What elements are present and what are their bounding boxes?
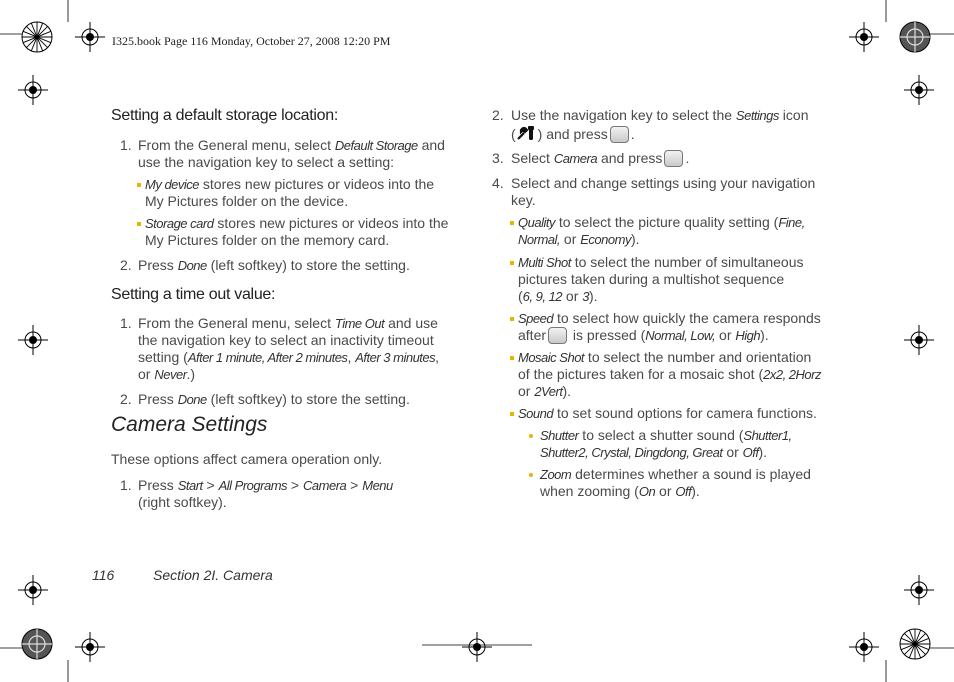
text: or xyxy=(518,383,535,399)
step-text: Select and change settings using your navigation xyxy=(511,175,816,191)
text: ( xyxy=(511,126,516,142)
bullet-icon xyxy=(137,183,141,187)
menu-term: Shutter xyxy=(540,428,579,443)
text: setting ( xyxy=(138,349,188,365)
step-text xyxy=(138,349,439,366)
registration-mark-icon xyxy=(75,632,105,662)
step-text: the navigation key to select an inactivity timeout xyxy=(138,332,434,348)
sub-bullet-text xyxy=(540,427,792,444)
page-number: 116 xyxy=(92,567,115,583)
bullet-icon xyxy=(510,412,514,416)
menu-term: Shutter2, Crystal, Dingdong, Great xyxy=(540,445,723,460)
step-text xyxy=(138,315,438,332)
menu-term: After 1 minute xyxy=(187,350,262,365)
text: Use the navigation key to select the xyxy=(511,107,736,123)
text: , xyxy=(347,349,356,365)
text: to select a shutter sound ( xyxy=(578,427,744,443)
step-number: 2. xyxy=(492,107,504,123)
color-wheel-icon xyxy=(899,628,931,660)
text: or xyxy=(722,444,743,460)
color-wheel-icon xyxy=(21,21,53,53)
menu-term: Quality xyxy=(518,215,555,230)
step-text xyxy=(511,107,808,124)
menu-term: 2Vert xyxy=(534,384,563,399)
text: or xyxy=(562,288,583,304)
step-number: 1. xyxy=(120,477,132,493)
bullet-text xyxy=(518,310,821,327)
bullet-text: pictures taken during a multishot sequence xyxy=(518,271,785,287)
text: to select how quickly the camera responds xyxy=(553,310,821,326)
menu-term: Economy xyxy=(580,232,631,247)
registration-mark-icon xyxy=(75,22,105,52)
section-title: Camera Settings xyxy=(111,413,268,436)
sub-bullet-icon xyxy=(529,434,533,438)
step-text xyxy=(511,125,635,143)
text: stores new pictures or videos into the xyxy=(199,176,435,192)
menu-term: After 3 minutes xyxy=(355,350,436,365)
step-text xyxy=(138,366,195,383)
menu-term: Default Storage xyxy=(334,138,418,153)
text: ). xyxy=(758,444,768,460)
bullet-text xyxy=(518,327,769,344)
text: ). xyxy=(589,288,598,304)
text: when zooming ( xyxy=(540,483,639,499)
softkey-button-icon xyxy=(548,327,567,344)
bullet-text xyxy=(518,254,804,271)
crop-line xyxy=(422,644,532,646)
bullet-text xyxy=(145,176,434,193)
text: and use xyxy=(384,315,438,331)
separator: > xyxy=(287,477,304,493)
softkey-button-icon xyxy=(610,126,629,143)
menu-term: Zoom xyxy=(540,467,572,482)
text: , xyxy=(261,350,268,365)
text: Press xyxy=(138,257,178,273)
bullet-icon xyxy=(510,317,514,321)
menu-term: Done xyxy=(177,392,207,407)
menu-term: Storage card xyxy=(145,216,214,231)
text: to select the number of simultaneous xyxy=(570,254,804,270)
text: and xyxy=(417,137,445,153)
bullet-text xyxy=(145,215,448,232)
bullet-icon xyxy=(510,356,514,360)
text: (left softkey) to store the setting. xyxy=(206,257,410,273)
text: Press xyxy=(138,391,178,407)
section-label: Section 2I. Camera xyxy=(153,567,273,583)
step-text xyxy=(138,257,410,274)
bullet-text xyxy=(518,214,805,231)
color-wheel-icon xyxy=(21,628,53,660)
text: to select the picture quality setting ( xyxy=(554,214,779,230)
registration-mark-icon xyxy=(18,75,48,105)
registration-mark-icon xyxy=(18,325,48,355)
bullet-icon xyxy=(137,222,141,226)
bullet-icon xyxy=(510,261,514,265)
registration-mark-icon xyxy=(849,632,879,662)
color-wheel-icon xyxy=(899,21,931,53)
step-number: 1. xyxy=(120,137,132,153)
menu-term: Multi Shot xyxy=(518,255,571,270)
crop-line xyxy=(432,632,482,634)
print-slug: I325.book Page 116 Monday, October 27, 2008 12:20 PM xyxy=(112,34,391,48)
menu-term: Camera xyxy=(553,151,598,166)
text: ). xyxy=(760,327,769,343)
bullet-text xyxy=(518,231,640,248)
menu-term: Settings xyxy=(735,108,779,123)
menu-term: Fine, xyxy=(778,215,805,230)
heading-timeout: Setting a time out value: xyxy=(111,286,276,303)
text: to set sound options for camera functions. xyxy=(553,405,817,421)
menu-term: 6, 9, 12 xyxy=(522,289,563,304)
text: or xyxy=(655,483,676,499)
step-number: 1. xyxy=(120,315,132,331)
step-text: use the navigation key to select a setting: xyxy=(138,154,395,170)
menu-term: Shutter1, xyxy=(743,428,792,443)
registration-mark-icon xyxy=(904,325,934,355)
text: From the General menu, select xyxy=(138,137,335,153)
step-text: (right softkey). xyxy=(138,494,227,510)
text: or xyxy=(138,366,155,382)
step-text xyxy=(138,391,410,408)
text: . xyxy=(630,126,635,142)
text: is pressed ( xyxy=(569,327,646,343)
text: and press xyxy=(597,150,663,166)
text: stores new pictures or videos into the xyxy=(213,215,449,231)
text: ( xyxy=(518,288,523,304)
bullet-text xyxy=(518,383,571,400)
menu-term: All Programs xyxy=(218,478,288,493)
bullet-text xyxy=(518,288,598,305)
registration-mark-icon xyxy=(18,575,48,605)
sub-bullet-text xyxy=(540,483,700,500)
text: or xyxy=(715,327,736,343)
text: determines whether a sound is played xyxy=(571,466,811,482)
menu-term: Menu xyxy=(362,478,393,493)
menu-term: Off xyxy=(675,484,692,499)
text: ). xyxy=(630,231,640,247)
bullet-icon xyxy=(510,221,514,225)
menu-term: Sound xyxy=(518,406,554,421)
registration-mark-icon xyxy=(904,75,934,105)
menu-term: My device xyxy=(145,177,200,192)
menu-term: On xyxy=(638,484,656,499)
text: ) and press xyxy=(537,126,608,142)
text: From the General menu, select xyxy=(138,315,335,331)
text: ). xyxy=(691,483,700,499)
step-number: 2. xyxy=(120,257,132,273)
text: of the pictures taken for a mosaic shot ( xyxy=(518,366,764,382)
separator: > xyxy=(202,477,219,493)
registration-mark-icon xyxy=(849,22,879,52)
softkey-button-icon xyxy=(664,150,683,167)
sub-bullet-text xyxy=(540,466,811,483)
menu-term: Normal, Low, xyxy=(645,328,716,343)
bullet-text: My Pictures folder on the device. xyxy=(145,193,349,209)
heading-storage: Setting a default storage location: xyxy=(111,107,338,124)
bullet-text xyxy=(518,366,821,383)
text: after xyxy=(518,327,547,343)
text: Press xyxy=(138,477,178,493)
menu-term: Time Out xyxy=(334,316,385,331)
separator: > xyxy=(346,477,363,493)
menu-term: Camera xyxy=(303,478,347,493)
text: to select the number and orientation xyxy=(584,349,812,365)
bullet-text: My Pictures folder on the memory card. xyxy=(145,232,390,248)
menu-term: After 2 minutes xyxy=(267,350,348,365)
menu-term: Normal, xyxy=(518,232,561,247)
menu-term: 2x2, 2Horz xyxy=(763,367,821,382)
step-text xyxy=(511,150,689,167)
step-text: key. xyxy=(511,192,536,208)
step-number: 3. xyxy=(492,150,504,166)
text: ). xyxy=(562,383,571,399)
text: icon xyxy=(778,107,809,123)
step-number: 2. xyxy=(120,391,132,407)
text: .) xyxy=(186,366,196,382)
sub-bullet-text xyxy=(540,444,767,461)
registration-mark-icon xyxy=(462,632,492,662)
registration-mark-icon xyxy=(904,575,934,605)
menu-term: High xyxy=(735,328,761,343)
settings-icon xyxy=(516,125,538,143)
text: . xyxy=(685,150,690,166)
menu-term: 3 xyxy=(582,289,590,304)
menu-term: Speed xyxy=(518,311,554,326)
menu-term: Start xyxy=(177,478,203,493)
menu-term: Off xyxy=(742,445,759,460)
step-number: 4. xyxy=(492,175,504,191)
step-text xyxy=(138,477,393,494)
text: , xyxy=(435,349,440,365)
bullet-text xyxy=(518,405,817,422)
intro-text: These options affect camera operation only. xyxy=(111,451,383,467)
menu-term: Never xyxy=(154,367,187,382)
step-text xyxy=(138,137,445,154)
menu-term: Done xyxy=(177,258,207,273)
text: (left softkey) to store the setting. xyxy=(206,391,410,407)
bullet-text xyxy=(518,349,811,366)
sub-bullet-icon xyxy=(529,473,533,477)
menu-term: Mosaic Shot xyxy=(518,350,585,365)
text: or xyxy=(560,231,581,247)
text: Select xyxy=(511,150,554,166)
